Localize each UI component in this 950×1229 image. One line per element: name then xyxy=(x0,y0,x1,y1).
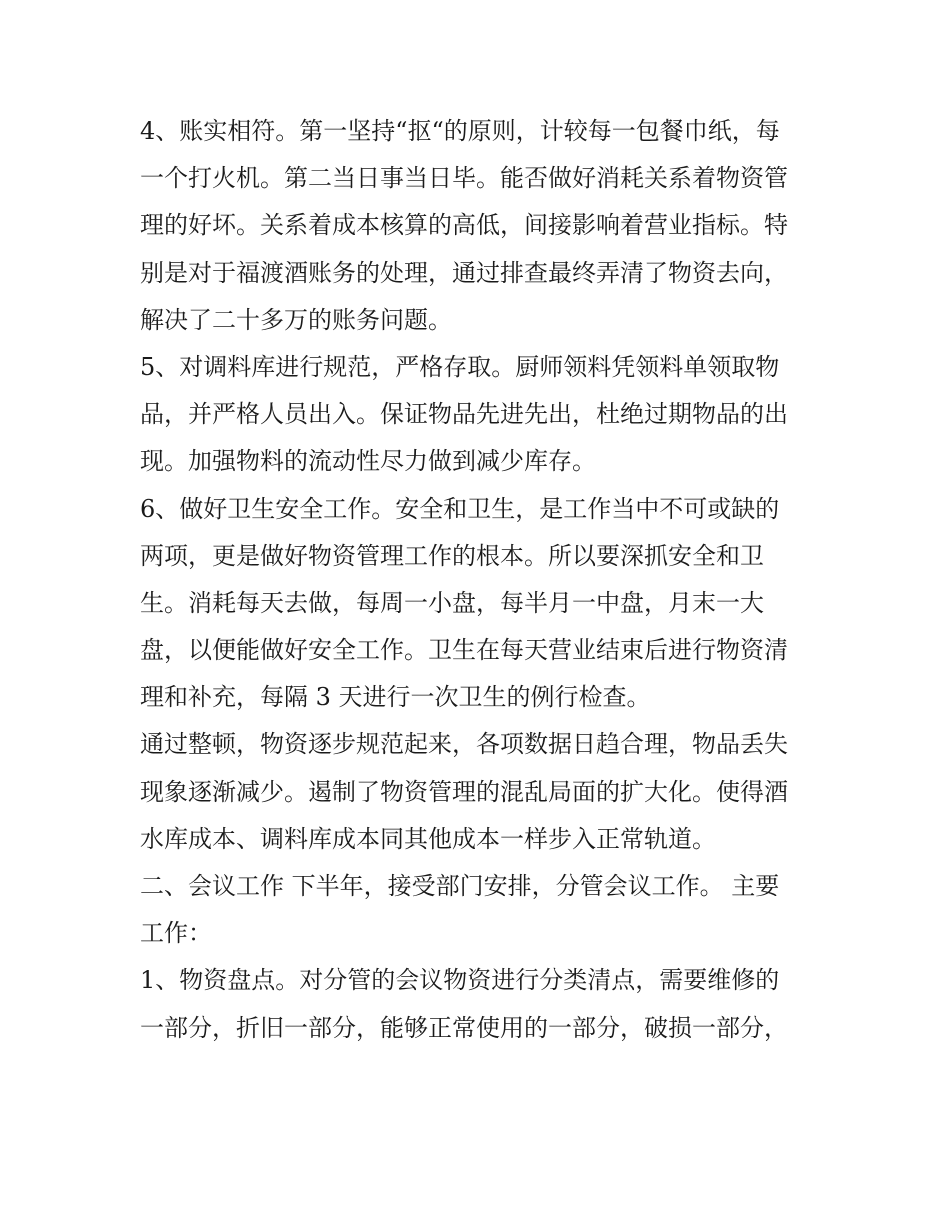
text-line: 4、账实相符。第一坚持“抠“的原则，计较每一包餐巾纸，每 xyxy=(140,117,780,145)
text-line: 1、物资盘点。对分管的会议物资进行分类清点，需要维修的 xyxy=(140,966,780,995)
text-line: 理的好坏。关系着成本核算的高低，间接影响着营业指标。特 xyxy=(140,211,788,240)
document-body xyxy=(140,108,820,1052)
text-line: 通过整顿，物资逐步规范起来，各项数据日趋合理，物品丢失 xyxy=(140,730,788,759)
text-line: 一部分，折旧一部分，能够正常使用的一部分，破损一部分， xyxy=(140,1013,788,1042)
paragraph-item-1 xyxy=(140,957,820,1051)
text-line: 一个打火机。第二当日事当日毕。能否做好消耗关系着物资管 xyxy=(140,164,788,193)
text-line: 品，并严格人员出入。保证物品先进先出，杜绝过期物品的出 xyxy=(140,400,788,429)
section-heading-meeting-work xyxy=(140,863,820,957)
text-line: 两项，更是做好物资管理工作的根本。所以要深抓安全和卫 xyxy=(140,541,764,570)
text-line: 盘，以便能做好安全工作。卫生在每天营业结束后进行物资清 xyxy=(140,636,788,665)
text-line: 别是对于福渡酒账务的处理，通过排查最终弄清了物资去向， xyxy=(140,258,788,287)
paragraph-summary xyxy=(140,721,820,863)
text-line: 生。消耗每天去做，每周一小盘，每半月一中盘，月末一大 xyxy=(140,588,764,617)
text-line: 5、对调料库进行规范，严格存取。厨师领料凭领料单领取物 xyxy=(140,352,780,381)
text-line: 二、会议工作 下半年，接受部门安排，分管会议工作。 主要 xyxy=(140,872,780,900)
text-line: 工作： xyxy=(140,919,212,948)
text-line: 理和补充，每隔 3 天进行一次卫生的例行检查。 xyxy=(140,683,651,712)
paragraph-item-4 xyxy=(140,108,820,344)
text-line: 现象逐渐减少。遏制了物资管理的混乱局面的扩大化。使得酒 xyxy=(140,777,788,806)
paragraph-item-5 xyxy=(140,344,820,486)
text-line: 6、做好卫生安全工作。安全和卫生，是工作当中不可或缺的 xyxy=(140,494,780,523)
text-line: 现。加强物料的流动性尽力做到减少库存。 xyxy=(140,447,596,476)
text-line: 水库成本、调料库成本同其他成本一样步入正常轨道。 xyxy=(140,824,716,853)
text-line: 解决了二十多万的账务问题。 xyxy=(140,305,452,334)
paragraph-item-6 xyxy=(140,486,820,722)
